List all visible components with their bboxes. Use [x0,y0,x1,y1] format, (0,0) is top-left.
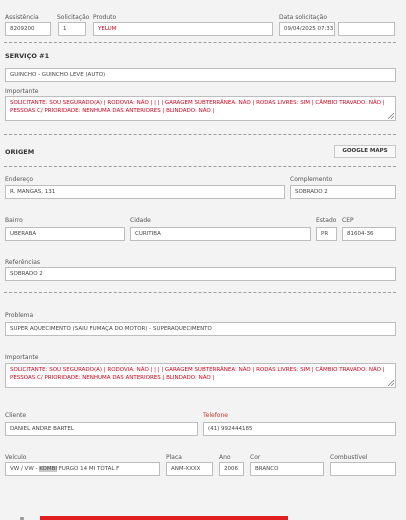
divider [4,292,396,293]
google-maps-button[interactable]: GOOGLE MAPS [334,145,396,158]
cor-label: Cor [250,454,261,461]
data-solicitacao-extra-field[interactable] [338,22,395,36]
resize-grip-icon[interactable] [388,113,394,119]
problema-label: Problema [5,312,34,319]
assistencia-label: Assistência [5,14,39,21]
servico-importante-textarea[interactable] [5,96,396,121]
cep-field[interactable]: 81604-36 [342,227,396,241]
cidade-field[interactable]: CURITIBA [130,227,311,241]
bairro-field[interactable]: UBERABA [5,227,125,241]
combustivel-field[interactable] [330,462,396,476]
problema-importante-textarea[interactable] [5,363,396,388]
referencias-field[interactable]: SOBRADO 2 [5,267,396,281]
divider [4,134,396,135]
ano-field[interactable]: 2006 [219,462,244,476]
veiculo-value-pre: VW / VW - [10,466,40,472]
combustivel-label: Combustível [330,454,368,461]
endereco-field[interactable]: R. MANGAS, 131 [5,185,285,199]
veiculo-field[interactable] [5,462,160,476]
problema-importante-label: Importante [5,354,39,361]
alert-banner [40,516,288,520]
servico-importante-text: SOLICITANTE: SOU SEGURADO(A) | RODOVIA: NÃO | | | | GARAGEM SUBTERRÂNEA: NÃO | RODAS LIVRES: SIM | CÂMBIO TRAVADO: NÃO | PESSOAS C/ PRIORIDADE: NENHUMA DAS ANTERIORES | BLINDADO: NÃO | [10,100,385,114]
veiculo-value-post: FURGO 14 MI TOTAL F [57,466,120,472]
telefone-field[interactable]: (41) 992444185 [203,422,396,436]
problema-field[interactable]: SUPER AQUECIMENTO (SAIU FUMAÇA DO MOTOR) - SUPERAQUECIMENTO [5,322,396,336]
produto-field[interactable]: YELUM [93,22,273,36]
cep-label: CEP [342,217,354,224]
servico-title: SERVIÇO #1 [5,52,50,60]
cidade-label: Cidade [130,217,151,224]
placa-label: Placa [166,454,182,461]
divider [4,166,396,167]
estado-field[interactable]: PR [316,227,337,241]
bairro-label: Bairro [5,217,23,224]
servico-importante-label: Importante [5,88,39,95]
data-solicitacao-label: Data solicitação [279,14,328,21]
servico-field[interactable]: GUINCHO - GUINCHO LEVE (AUTO) [5,68,396,82]
complemento-label: Complemento [290,176,333,183]
veiculo-value-highlight: KOMBI [39,466,58,472]
endereco-label: Endereço [5,176,34,183]
origem-title: ORIGEM [5,148,35,156]
solicitacao-field[interactable]: 1 [58,22,86,36]
solicitacao-label: Solicitação [57,14,90,21]
estado-label: Estado [316,217,337,224]
ano-label: Ano [219,454,231,461]
cliente-field[interactable]: DANIEL ANDRE BARTEL [5,422,198,436]
telefone-label: Telefone [203,412,228,419]
cor-field[interactable]: BRANCO [250,462,324,476]
complemento-field[interactable]: SOBRADO 2 [290,185,396,199]
produto-label: Produto [93,14,117,21]
referencias-label: Referências [5,259,40,266]
placa-field[interactable]: ANM-XXXX [166,462,213,476]
assistencia-field[interactable]: 8209200 [5,22,51,36]
cliente-label: Cliente [5,412,27,419]
resize-grip-icon[interactable] [388,380,394,386]
veiculo-label: Veículo [5,454,27,461]
problema-importante-text: SOLICITANTE: SOU SEGURADO(A) | RODOVIA: NÃO | | | | GARAGEM SUBTERRÂNEA: NÃO | RODAS LIVRES: SIM | CÂMBIO TRAVADO: NÃO | PESSOAS C/ PRIORIDADE: NENHUMA DAS ANTERIORES | BLINDADO: NÃO | [10,367,385,381]
data-solicitacao-field[interactable]: 09/04/2025 07:33 [279,22,335,36]
divider [4,42,396,43]
